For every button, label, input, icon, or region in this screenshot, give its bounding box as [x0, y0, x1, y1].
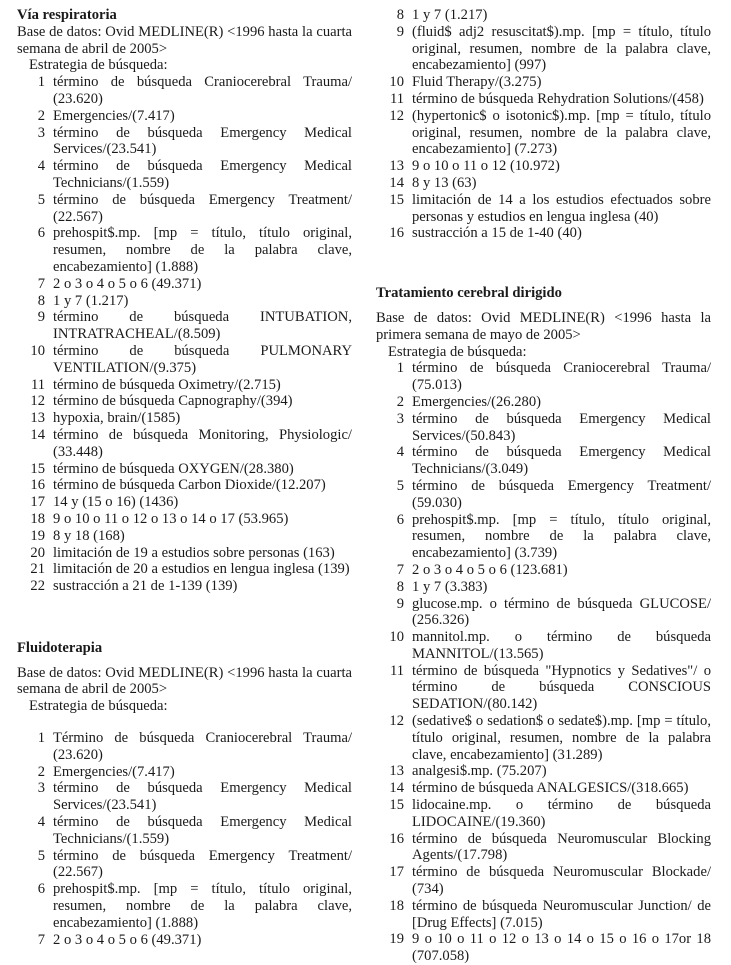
query-item: [376, 596, 711, 630]
query-number: 2: [37, 763, 45, 780]
query-item: [376, 478, 711, 512]
query-item: [17, 309, 352, 343]
query-text: (fluid$ adj2 resuscitat$).mp. [mp = título, título original, resumen, nombre de la palabra clave, encabezamiento] (997): [412, 23, 711, 74]
query-item: [376, 831, 711, 865]
query-item: [376, 108, 711, 158]
query-item: [17, 764, 352, 781]
query-item: [376, 24, 711, 74]
query-text: 1 y 7 (1.217): [53, 292, 129, 309]
query-text: término de búsqueda Carbon Dioxide/(12.207): [53, 477, 326, 494]
query-item: [17, 477, 352, 494]
query-number: 4: [37, 158, 45, 175]
query-text: Término de búsqueda Craniocerebral Trauma/ (23.620): [53, 730, 352, 763]
query-text: Fluid Therapy/(3.275): [412, 74, 542, 91]
query-text: sustracción a 15 de 1-40 (40): [412, 225, 582, 242]
query-item: [17, 108, 352, 125]
query-number: 14: [30, 426, 45, 443]
query-number: 16: [389, 830, 404, 847]
query-item: [376, 898, 711, 932]
query-item: [17, 545, 352, 562]
query-list: [376, 360, 711, 965]
section-tratamiento-cerebral: [376, 285, 711, 965]
query-text: 9 o 10 o 11 o 12 (10.972): [412, 158, 560, 175]
query-text: sustracción a 21 de 1-139 (139): [53, 578, 238, 595]
query-number: 12: [389, 713, 404, 730]
query-item: [376, 360, 711, 394]
query-text: analgesi$.mp. (75.207): [412, 763, 547, 780]
query-number: 17: [389, 864, 404, 881]
query-text: lidocaine.mp. o término de búsqueda LIDOCAINE/(19.360): [412, 797, 711, 830]
query-text: Emergencies/(7.417): [53, 107, 175, 124]
query-number: 8: [396, 7, 404, 23]
query-number: 7: [37, 275, 45, 292]
query-number: 7: [37, 931, 45, 948]
query-item: [17, 932, 352, 949]
query-number: 11: [389, 662, 404, 679]
section-title: Vía respiratoria: [17, 7, 117, 23]
query-text: término de búsqueda Emergency Medical Services/(23.541): [53, 124, 352, 158]
query-number: 2: [37, 107, 45, 124]
query-text: término de búsqueda Capnography/(394): [53, 393, 293, 410]
query-text: término de búsqueda Emergency Medical Services/(50.843): [412, 410, 711, 444]
query-text: término de búsqueda PULMONARY VENTILATION/(9.375): [53, 342, 352, 376]
query-item: [17, 293, 352, 310]
query-text: término de búsqueda Neuromuscular Blockade/ (734): [412, 864, 711, 898]
query-item: [17, 343, 352, 377]
query-list: [17, 74, 352, 595]
query-number: 10: [30, 342, 45, 359]
query-item: [17, 578, 352, 595]
query-item: [17, 848, 352, 882]
query-item: [376, 7, 711, 24]
query-number: 16: [389, 225, 404, 242]
query-number: 14: [389, 780, 404, 797]
query-item: [17, 393, 352, 410]
query-number: 1: [37, 74, 45, 91]
right-column: [376, 7, 711, 965]
query-text: (sedative$ o sedation$ o sedate$).mp. [mp = título, título original, resumen, nombre de la palabra clave, encabezamiento] (31.289): [412, 713, 711, 763]
query-number: 3: [37, 780, 45, 797]
query-text: mannitol.mp. o término de búsqueda MANNITOL/(13.565): [412, 629, 711, 662]
section-fluidoterapia: [17, 640, 352, 949]
query-number: 9: [396, 595, 404, 612]
query-text: 8 y 13 (63): [412, 174, 477, 191]
database-line: Base de datos: Ovid MEDLINE(R) <1996 hasta la cuarta semana de abril de 2005>: [17, 23, 352, 57]
query-list-continued: [376, 7, 711, 242]
query-text: glucose.mp. o término de búsqueda GLUCOSE/ (256.326): [412, 595, 711, 629]
query-number: 1: [37, 730, 45, 747]
query-number: 13: [389, 158, 404, 175]
query-number: 19: [389, 931, 404, 948]
query-item: [376, 713, 711, 763]
query-item: [376, 175, 711, 192]
query-text: término de búsqueda ANALGESICS/(318.665): [412, 780, 689, 797]
query-text: término de búsqueda Rehydration Solutions/(458): [412, 90, 704, 107]
query-item: [376, 158, 711, 175]
query-number: 6: [37, 225, 45, 242]
query-text: término de búsqueda Emergency Treatment/ (22.567): [53, 191, 352, 225]
query-number: 13: [389, 763, 404, 780]
query-item: [376, 444, 711, 478]
query-text: término de búsqueda Craniocerebral Trauma/ (23.620): [53, 74, 352, 107]
query-text: prehospit$.mp. [mp = título, título original, resumen, nombre de la palabra clave, encabezamiento] (1.888): [53, 881, 352, 931]
query-number: 1: [396, 360, 404, 377]
query-text: prehospit$.mp. [mp = título, título original, resumen, nombre de la palabra clave, encabezamiento] (3.739): [412, 511, 711, 562]
left-column: [17, 7, 352, 948]
query-item: [17, 561, 352, 578]
query-number: 5: [37, 847, 45, 864]
query-number: 3: [37, 124, 45, 141]
query-number: 8: [37, 292, 45, 309]
query-number: 12: [30, 393, 45, 410]
query-text: término de búsqueda Monitoring, Physiologic/ (33.448): [53, 426, 352, 460]
query-item: [17, 276, 352, 293]
query-item: [376, 579, 711, 596]
query-item: [17, 158, 352, 192]
query-item: [376, 797, 711, 831]
query-list: [17, 730, 352, 948]
query-item: [17, 377, 352, 394]
strategy-label: Estrategia de búsqueda:: [388, 343, 527, 360]
query-text: término de búsqueda Neuromuscular Blocking Agents/(17.798): [412, 830, 711, 864]
query-text: 14 y (15 o 16) (1436): [53, 494, 179, 511]
section-title: Tratamiento cerebral dirigido: [376, 285, 562, 302]
query-text: término de búsqueda Emergency Treatment/ (22.567): [53, 847, 352, 881]
query-number: 16: [30, 477, 45, 494]
query-text: término de búsqueda Emergency Medical Services/(23.541): [53, 780, 352, 814]
query-item: [17, 427, 352, 461]
query-text: término de búsqueda Oximetry/(2.715): [53, 376, 281, 393]
query-item: [17, 461, 352, 478]
query-item: [17, 528, 352, 545]
query-number: 2: [396, 393, 404, 410]
query-number: 19: [30, 527, 45, 544]
query-text: 2 o 3 o 4 o 5 o 6 (49.371): [53, 931, 202, 948]
query-text: término de búsqueda Emergency Medical Technicians/(1.559): [53, 814, 352, 847]
query-number: 15: [30, 460, 45, 477]
query-text: limitación de 19 a estudios sobre personas (163): [53, 544, 335, 561]
query-text: término de búsqueda "Hypnotics y Sedatives"/ o término de búsqueda CONSCIOUS SEDATION/(80.142): [412, 662, 711, 713]
query-text: término de búsqueda Craniocerebral Trauma/ (75.013): [412, 360, 711, 394]
query-text: 9 o 10 o 11 o 12 o 13 o 14 o 15 o 16 o 17or 18 (707.058): [412, 931, 711, 965]
database-line: Base de datos: Ovid MEDLINE(R) <1996 hasta la cuarta semana de abril de 2005>: [17, 664, 352, 698]
query-text: 8 y 18 (168): [53, 527, 125, 544]
query-item: [376, 411, 711, 445]
query-item: [376, 562, 711, 579]
query-item: [376, 763, 711, 780]
query-text: Emergencies/(26.280): [412, 393, 542, 410]
query-item: [376, 394, 711, 411]
query-number: 15: [389, 191, 404, 208]
query-number: 4: [37, 814, 45, 831]
query-text: 2 o 3 o 4 o 5 o 6 (49.371): [53, 275, 202, 292]
query-text: Emergencies/(7.417): [53, 763, 175, 780]
query-item: [17, 225, 352, 275]
query-number: 4: [396, 444, 404, 461]
query-text: limitación de 20 a estudios en lengua inglesa (139): [53, 561, 350, 578]
query-item: [376, 91, 711, 108]
query-item: [17, 780, 352, 814]
query-number: 9: [37, 309, 45, 326]
query-item: [376, 629, 711, 663]
query-number: 8: [396, 578, 404, 595]
query-number: 13: [30, 410, 45, 427]
strategy-label: Estrategia de búsqueda:: [29, 698, 168, 715]
query-text: término de búsqueda Neuromuscular Junction/ de [Drug Effects] (7.015): [412, 897, 711, 931]
query-number: 6: [396, 511, 404, 528]
query-number: 18: [389, 897, 404, 914]
query-item: [376, 192, 711, 226]
query-number: 17: [30, 494, 45, 511]
query-item: [376, 74, 711, 91]
query-text: limitación de 14 a los estudios efectuados sobre personas y estudios en lengua inglesa (40): [412, 191, 711, 225]
query-item: [376, 663, 711, 713]
query-text: término de búsqueda INTUBATION, INTRATRACHEAL/(8.509): [53, 309, 352, 343]
query-text: término de búsqueda OXYGEN/(28.380): [53, 460, 294, 477]
query-text: término de búsqueda Emergency Treatment/ (59.030): [412, 477, 711, 511]
query-text: 2 o 3 o 4 o 5 o 6 (123.681): [412, 561, 568, 578]
query-text: (hypertonic$ o isotonic$).mp. [mp = título, título original, resumen, nombre de la palabra clave, encabezamiento] (7.273): [412, 107, 711, 158]
query-number: 5: [396, 477, 404, 494]
query-number: 3: [396, 410, 404, 427]
query-text: 9 o 10 o 11 o 12 o 13 o 14 o 17 (53.965): [53, 510, 289, 527]
query-number: 6: [37, 881, 45, 898]
query-item: [376, 512, 711, 562]
query-text: término de búsqueda Emergency Medical Technicians/(1.559): [53, 158, 352, 191]
query-item: [17, 410, 352, 427]
query-number: 20: [30, 544, 45, 561]
query-number: 5: [37, 191, 45, 208]
query-number: 11: [30, 376, 45, 393]
query-text: hypoxia, brain/(1585): [53, 410, 181, 427]
query-text: 1 y 7 (1.217): [412, 7, 488, 23]
query-number: 18: [30, 510, 45, 527]
query-item: [17, 494, 352, 511]
section-via-respiratoria: [17, 7, 352, 595]
query-item: [17, 74, 352, 108]
database-line: Base de datos: Ovid MEDLINE(R) <1996 hasta la primera semana de mayo de 2005>: [376, 309, 711, 343]
query-number: 9: [396, 23, 404, 40]
query-item: [17, 730, 352, 764]
query-number: 10: [389, 74, 404, 91]
query-item: [17, 511, 352, 528]
query-number: 10: [389, 629, 404, 646]
query-item: [376, 780, 711, 797]
query-number: 21: [30, 561, 45, 578]
query-item: [376, 931, 711, 965]
query-item: [17, 881, 352, 931]
query-number: 11: [389, 90, 404, 107]
query-number: 15: [389, 797, 404, 814]
query-text: término de búsqueda Emergency Medical Technicians/(3.049): [412, 444, 711, 478]
query-number: 7: [396, 561, 404, 578]
query-item: [17, 814, 352, 848]
query-item: [17, 125, 352, 159]
query-number: 14: [389, 174, 404, 191]
query-number: 22: [30, 578, 45, 595]
query-item: [376, 225, 711, 242]
query-text: prehospit$.mp. [mp = título, título original, resumen, nombre de la palabra clave, encabezamiento] (1.888): [53, 225, 352, 275]
query-number: 12: [389, 107, 404, 124]
query-text: 1 y 7 (3.383): [412, 578, 488, 595]
section-title: Fluidoterapia: [17, 639, 103, 656]
query-item: [376, 864, 711, 898]
strategy-label: Estrategia de búsqueda:: [29, 57, 168, 74]
query-item: [17, 192, 352, 226]
